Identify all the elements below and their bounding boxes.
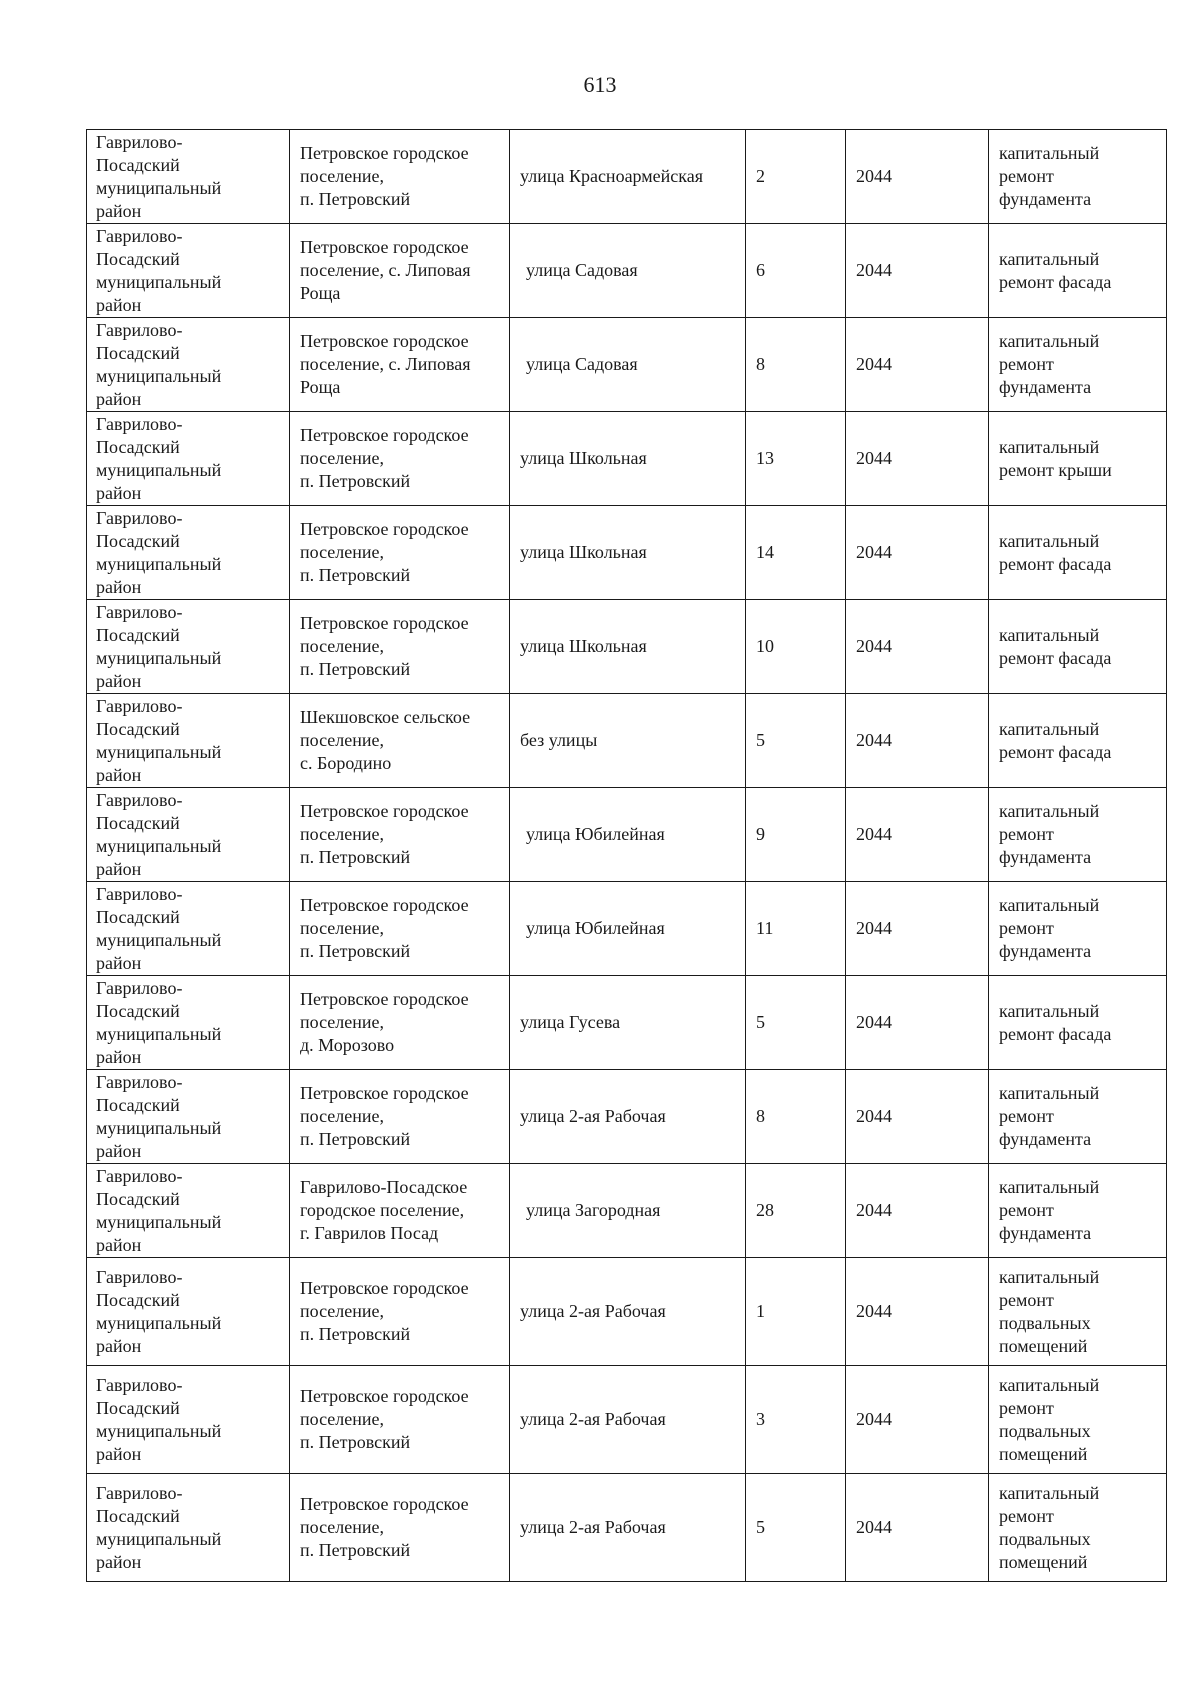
street-cell: улица Загородная [510, 1164, 746, 1258]
table-row [87, 1366, 1167, 1474]
year-cell: 2044 [846, 506, 989, 600]
year-cell: 2044 [846, 130, 989, 224]
work-type-cell: капитальный ремонт фундамента [989, 788, 1167, 882]
house-number-cell: 13 [746, 412, 846, 506]
street-cell: улица 2-ая Рабочая [510, 1070, 746, 1164]
table-row [87, 1070, 1167, 1164]
work-type-cell: капитальный ремонт фундамента [989, 1070, 1167, 1164]
table-row [87, 882, 1167, 976]
district-cell: Гаврилово- Посадский муниципальный район [87, 976, 290, 1070]
work-type-cell: капитальный ремонт фундамента [989, 130, 1167, 224]
work-type-cell: капитальный ремонт подвальных помещений [989, 1258, 1167, 1366]
district-cell: Гаврилово- Посадский муниципальный район [87, 1070, 290, 1164]
district-cell: Гаврилово- Посадский муниципальный район [87, 600, 290, 694]
page-number: 613 [583, 72, 617, 97]
settlement-cell: Шекшовское сельское поселение, с. Бородино [290, 694, 510, 788]
house-number-cell: 8 [746, 1070, 846, 1164]
year-cell: 2044 [846, 224, 989, 318]
house-number-cell: 1 [746, 1258, 846, 1366]
table-row [87, 788, 1167, 882]
year-cell: 2044 [846, 318, 989, 412]
street-cell: улица Школьная [510, 506, 746, 600]
table-row [87, 224, 1167, 318]
district-cell: Гаврилово- Посадский муниципальный район [87, 318, 290, 412]
street-cell: улица 2-ая Рабочая [510, 1258, 746, 1366]
table-row [87, 600, 1167, 694]
house-number-cell: 9 [746, 788, 846, 882]
settlement-cell: Петровское городское поселение, с. Липовая Роща [290, 224, 510, 318]
district-cell: Гаврилово- Посадский муниципальный район [87, 130, 290, 224]
district-cell: Гаврилово- Посадский муниципальный район [87, 412, 290, 506]
district-cell: Гаврилово- Посадский муниципальный район [87, 1474, 290, 1582]
house-number-cell: 14 [746, 506, 846, 600]
work-type-cell: капитальный ремонт фундамента [989, 882, 1167, 976]
house-number-cell: 5 [746, 694, 846, 788]
work-type-cell: капитальный ремонт фасада [989, 694, 1167, 788]
house-number-cell: 8 [746, 318, 846, 412]
street-cell: без улицы [510, 694, 746, 788]
house-number-cell: 2 [746, 130, 846, 224]
street-cell: улица Юбилейная [510, 788, 746, 882]
table-row [87, 694, 1167, 788]
house-number-cell: 5 [746, 1474, 846, 1582]
house-number-cell: 5 [746, 976, 846, 1070]
year-cell: 2044 [846, 1258, 989, 1366]
district-cell: Гаврилово- Посадский муниципальный район [87, 506, 290, 600]
year-cell: 2044 [846, 1070, 989, 1164]
house-number-cell: 10 [746, 600, 846, 694]
year-cell: 2044 [846, 1164, 989, 1258]
street-cell: улица Гусева [510, 976, 746, 1070]
house-number-cell: 28 [746, 1164, 846, 1258]
settlement-cell: Петровское городское поселение, п. Петровский [290, 506, 510, 600]
year-cell: 2044 [846, 882, 989, 976]
work-type-cell: капитальный ремонт подвальных помещений [989, 1474, 1167, 1582]
settlement-cell: Петровское городское поселение, п. Петровский [290, 1366, 510, 1474]
settlement-cell: Петровское городское поселение, с. Липовая Роща [290, 318, 510, 412]
year-cell: 2044 [846, 412, 989, 506]
street-cell: улица 2-ая Рабочая [510, 1474, 746, 1582]
year-cell: 2044 [846, 600, 989, 694]
settlement-cell: Гаврилово-Посадское городское поселение, г. Гаврилов Посад [290, 1164, 510, 1258]
repair-schedule-table [86, 129, 1167, 1582]
district-cell: Гаврилово- Посадский муниципальный район [87, 788, 290, 882]
settlement-cell: Петровское городское поселение, п. Петровский [290, 1070, 510, 1164]
work-type-cell: капитальный ремонт фасада [989, 976, 1167, 1070]
street-cell: улица 2-ая Рабочая [510, 1366, 746, 1474]
settlement-cell: Петровское городское поселение, п. Петровский [290, 788, 510, 882]
year-cell: 2044 [846, 1366, 989, 1474]
settlement-cell: Петровское городское поселение, п. Петровский [290, 130, 510, 224]
table-row [87, 1258, 1167, 1366]
year-cell: 2044 [846, 1474, 989, 1582]
district-cell: Гаврилово- Посадский муниципальный район [87, 1164, 290, 1258]
table-row [87, 318, 1167, 412]
year-cell: 2044 [846, 694, 989, 788]
work-type-cell: капитальный ремонт фасада [989, 506, 1167, 600]
table-row [87, 976, 1167, 1070]
house-number-cell: 6 [746, 224, 846, 318]
street-cell: улица Красноармейская [510, 130, 746, 224]
table-row [87, 506, 1167, 600]
work-type-cell: капитальный ремонт подвальных помещений [989, 1366, 1167, 1474]
work-type-cell: капитальный ремонт фундамента [989, 1164, 1167, 1258]
settlement-cell: Петровское городское поселение, д. Морозово [290, 976, 510, 1070]
table-row [87, 130, 1167, 224]
district-cell: Гаврилово- Посадский муниципальный район [87, 224, 290, 318]
settlement-cell: Петровское городское поселение, п. Петровский [290, 882, 510, 976]
settlement-cell: Петровское городское поселение, п. Петровский [290, 1258, 510, 1366]
street-cell: улица Садовая [510, 318, 746, 412]
settlement-cell: Петровское городское поселение, п. Петровский [290, 600, 510, 694]
district-cell: Гаврилово- Посадский муниципальный район [87, 1366, 290, 1474]
settlement-cell: Петровское городское поселение, п. Петровский [290, 412, 510, 506]
settlement-cell: Петровское городское поселение, п. Петровский [290, 1474, 510, 1582]
street-cell: улица Школьная [510, 412, 746, 506]
street-cell: улица Школьная [510, 600, 746, 694]
table-row [87, 1164, 1167, 1258]
work-type-cell: капитальный ремонт фасада [989, 600, 1167, 694]
table-row [87, 1474, 1167, 1582]
year-cell: 2044 [846, 976, 989, 1070]
street-cell: улица Юбилейная [510, 882, 746, 976]
street-cell: улица Садовая [510, 224, 746, 318]
house-number-cell: 3 [746, 1366, 846, 1474]
district-cell: Гаврилово- Посадский муниципальный район [87, 882, 290, 976]
house-number-cell: 11 [746, 882, 846, 976]
work-type-cell: капитальный ремонт крыши [989, 412, 1167, 506]
district-cell: Гаврилово- Посадский муниципальный район [87, 694, 290, 788]
year-cell: 2044 [846, 788, 989, 882]
district-cell: Гаврилово- Посадский муниципальный район [87, 1258, 290, 1366]
work-type-cell: капитальный ремонт фундамента [989, 318, 1167, 412]
work-type-cell: капитальный ремонт фасада [989, 224, 1167, 318]
table-body [87, 130, 1167, 1582]
table-row [87, 412, 1167, 506]
